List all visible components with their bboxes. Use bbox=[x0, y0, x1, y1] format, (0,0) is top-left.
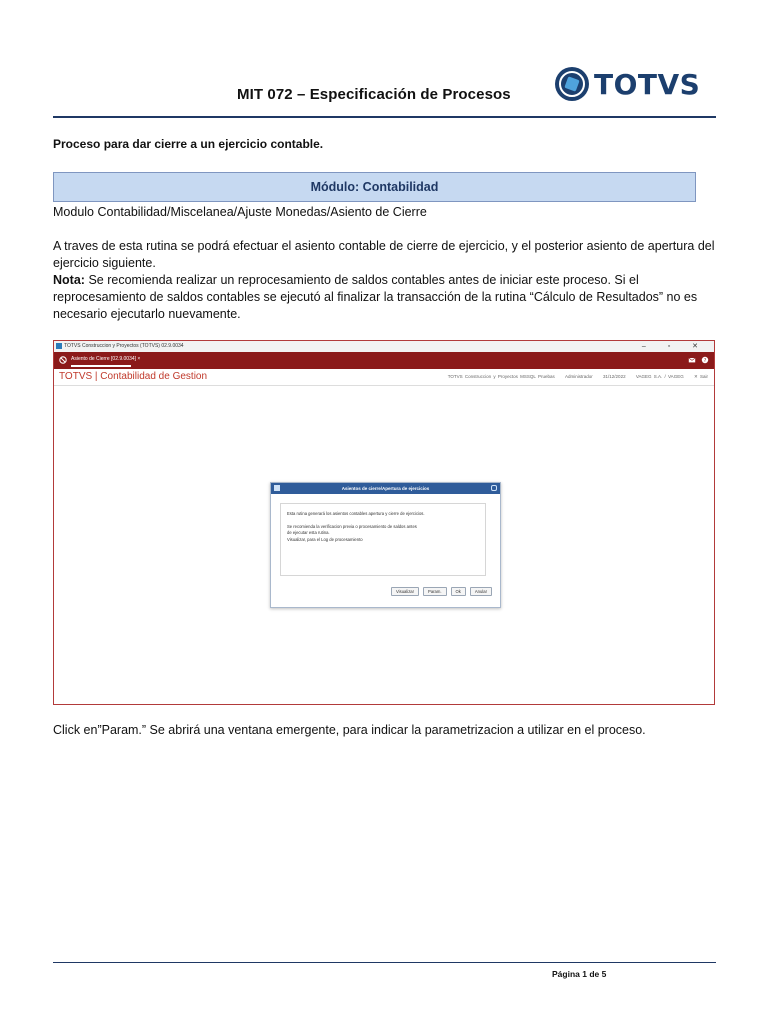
close-icon[interactable] bbox=[491, 485, 497, 491]
info-user: Administrador bbox=[565, 374, 593, 379]
window-titlebar bbox=[54, 341, 714, 352]
header-divider bbox=[53, 116, 716, 118]
tab-bar bbox=[54, 352, 714, 369]
closing-dialog bbox=[270, 482, 501, 608]
para-text: A traves de esta rutina se podrá efectuar el asiento contable de cierre de ejercicio, y el posterior asiento de apertura del ejercicio siguiente. bbox=[53, 239, 715, 270]
window-title: TOTVS Construccion y Proyectos (TOTVS) 02.9.0034 bbox=[64, 343, 184, 349]
dialog-line-4: Visualizar, para el Log de procesamiento bbox=[287, 536, 363, 542]
visualizar-button[interactable]: Visualizar bbox=[391, 587, 419, 596]
dialog-title: Asientos de cierre/Apertura de ejercicios bbox=[271, 483, 500, 494]
app-brand: TOTVS | Contabilidad de Gestion bbox=[59, 371, 208, 382]
dialog-app-icon bbox=[274, 485, 280, 491]
module-path: Modulo Contabilidad/Miscelanea/Ajuste Monedas/Asiento de Cierre bbox=[53, 205, 427, 219]
param-button[interactable]: Param. bbox=[423, 587, 447, 596]
tab-asiento-de-cierre[interactable]: Asiento de Cierre [02.9.0034] × bbox=[71, 356, 141, 362]
info-branch: VAGEG S.A. / VAGEG bbox=[635, 374, 684, 379]
active-tab-indicator bbox=[71, 365, 131, 367]
dialog-line-1: Esta rutina generará los asientos contables apertura y cierre de ejercicios. bbox=[287, 511, 425, 516]
module-banner bbox=[53, 172, 696, 202]
session-info bbox=[440, 374, 708, 380]
logo-wordmark: TOTVS bbox=[594, 68, 701, 101]
dialog-line-3: de ejecutar esta rutina. bbox=[287, 530, 330, 535]
dialog-message bbox=[280, 503, 486, 576]
totvs-logo-icon bbox=[554, 66, 590, 102]
block-icon bbox=[59, 356, 67, 364]
module-title: Módulo: Contabilidad bbox=[310, 180, 439, 194]
svg-text:?: ? bbox=[703, 358, 707, 364]
dialog-buttons bbox=[391, 587, 492, 596]
ok-button[interactable]: Ok bbox=[451, 587, 466, 596]
instruction-text: Click en”Param.” Se abrirá una ventana emergente, para indicar la parametrizacion a utilizar en el proceso. bbox=[53, 723, 646, 737]
dialog-line-2: Se recomienda la verificacion previa o procesamiento de saldos antes bbox=[287, 523, 417, 529]
totvs-logo bbox=[554, 66, 701, 104]
window-controls[interactable]: – ▫ ✕ bbox=[641, 343, 708, 350]
app-icon bbox=[56, 343, 62, 349]
help-icon[interactable] bbox=[701, 356, 709, 364]
intro-heading: Proceso para dar cierre a un ejercicio contable. bbox=[53, 137, 324, 151]
footer-divider bbox=[53, 962, 716, 963]
document-title: MIT 072 – Especificación de Procesos bbox=[237, 86, 511, 103]
embedded-screenshot bbox=[53, 340, 715, 705]
page-number: Página 1 de 5 bbox=[552, 969, 607, 979]
app-header bbox=[54, 369, 714, 386]
nota-label: Nota: bbox=[53, 273, 85, 287]
nota-text: Se recomienda realizar un reprocesamiento de saldos contables antes de iniciar este proceso. Si el reprocesamiento de saldos contables se ejecutó al finalizar la transacción de la rutina “Cálculo de Resultados” no es necesario ejecutarlo nuevamente. bbox=[53, 273, 698, 321]
exit-link[interactable]: ✕ Sair bbox=[693, 374, 708, 379]
info-company: TOTVS Construccion y Proyectos MSSQL Pruebas bbox=[447, 374, 555, 379]
description-paragraph bbox=[53, 238, 721, 323]
mail-icon[interactable] bbox=[688, 356, 696, 364]
info-date: 31/12/2022 bbox=[603, 374, 626, 379]
anular-button[interactable]: Anular bbox=[470, 587, 492, 596]
